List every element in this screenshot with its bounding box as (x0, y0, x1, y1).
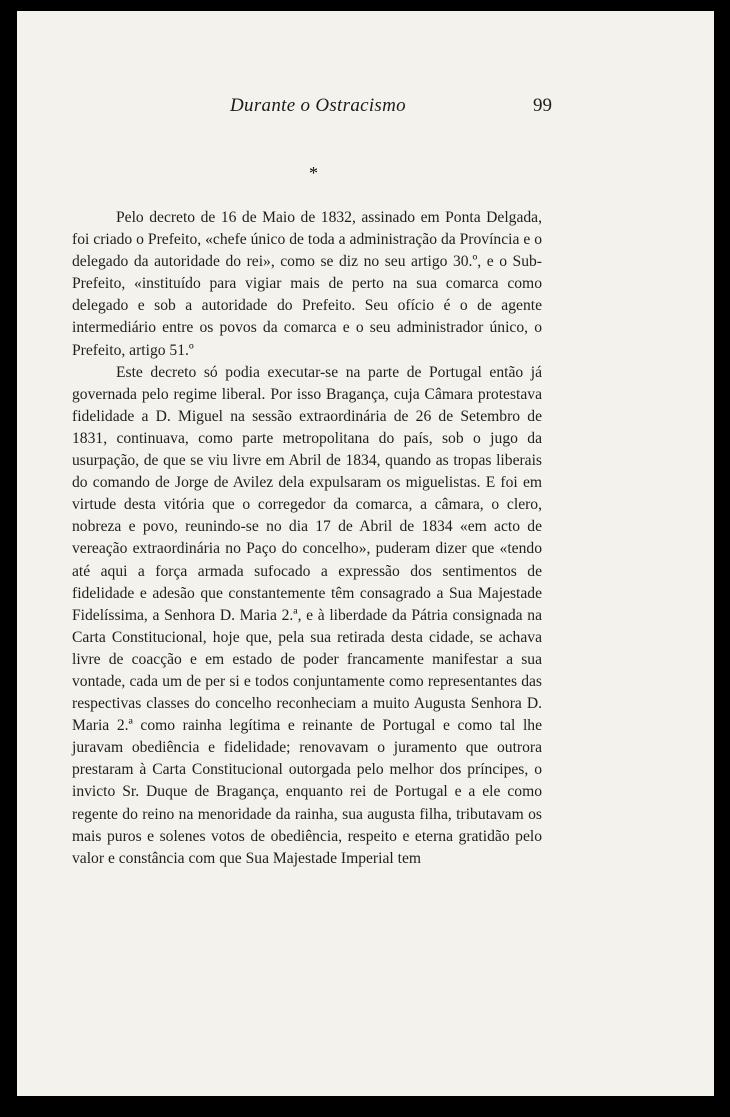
paragraph-2: Este decreto só podia executar-se na parte de Portugal então já governada pelo regime liberal. Por isso Bragança, cuja Câmara protestava fidelidade a D. Miguel na sessão extraordinária de 26 de Setembro de 1831, continuava, como parte metropolitana do país, sob o jugo da usurpação, de que se viu livre em Abril de 1834, quando as tropas liberais do comando de Jorge de Avilez dela expulsaram os miguelistas. E foi em virtude desta vitória que o corregedor da comarca, a câmara, o clero, nobreza e povo, reunindo-se no dia 17 de Abril de 1834 «em acto de vereação extraordinária no Paço do concelho», puderam dizer que «tendo até aqui a força armada sufocado a expressão dos sentimentos de fidelidade e adesão que constantemente têm consagrado a Sua Majestade Fidelíssima, a Senhora D. Maria 2.ª, e à liberdade da Pátria consignada na Carta Constitucional, hoje que, pela sua retirada desta cidade, se achava livre de coacção e em estado de poder francamente manifestar a sua vontade, cada um de per si e todos conjuntamente como representantes das respectivas classes do concelho reconheciam a muito Augusta Senhora D. Maria 2.ª como rainha legítima e reinante de Portugal e como tal lhe juravam obediência e fidelidade; renovavam o juramento que outrora prestaram à Carta Constitucional outorgada pelo melhor dos príncipes, o invicto Sr. Duque de Bragança, enquanto rei de Portugal e a ele como regente do reino na menoridade da rainha, sua augusta filha, tributavam os mais puros e solenes votos de obediência, respeito e eterna gratidão pelo valor e constância com que Sua Majestade Imperial tem (72, 363, 542, 867)
page-number: 99 (533, 95, 552, 116)
running-header (17, 95, 714, 121)
section-separator: * (309, 163, 318, 183)
paragraph-1: Pelo decreto de 16 de Maio de 1832, assinado em Ponta Delgada, foi criado o Prefeito, «chefe único de toda a administração da Província e o delegado da autoridade do rei», como se diz no seu artigo 30.º, e o Sub-Prefeito, «instituído para vigiar mais de perto na sua comarca como delegado e sob a autoridade do Prefeito. Seu ofício é o de agente intermediário entre os povos da comarca e o seu administrador único, o Prefeito, artigo 51.º (72, 209, 542, 359)
running-title: Durante o Ostracismo (230, 95, 406, 116)
body-text (72, 207, 542, 870)
book-page (17, 11, 714, 1096)
